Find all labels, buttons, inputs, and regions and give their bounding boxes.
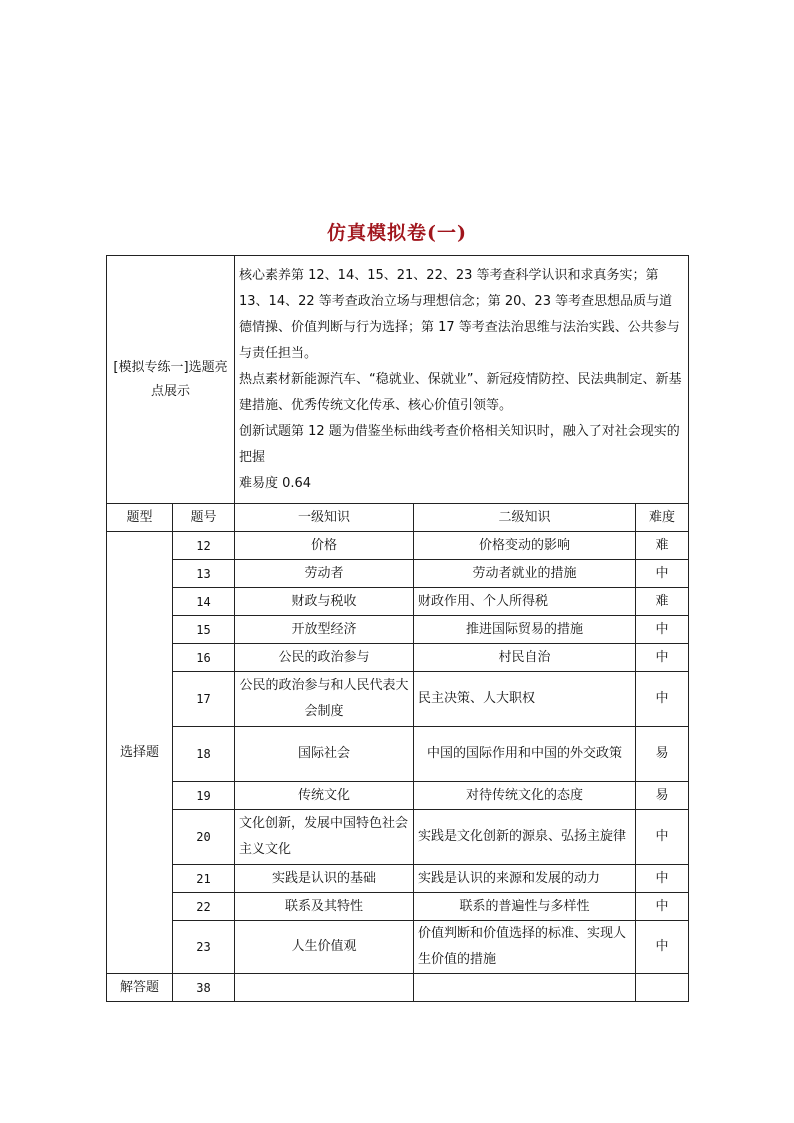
difficulty-level: 难 [636,588,689,616]
header-number: 题号 [173,504,235,532]
table-row [107,727,689,782]
innovation-text: 创新试题第 12 题为借鉴坐标曲线考查价格相关知识时，融入了对社会现实的把握 [239,423,680,465]
second-knowledge-empty [414,974,636,1002]
table-row [107,672,689,727]
second-knowledge: 实践是文化创新的源泉、弘扬主旋律 [414,810,636,865]
difficulty-level: 中 [636,560,689,588]
question-number: 19 [173,782,235,810]
question-number: 17 [173,672,235,727]
question-number: 12 [173,532,235,560]
first-knowledge: 公民的政治参与 [235,644,414,672]
second-knowledge: 村民自治 [414,644,636,672]
first-knowledge: 文化创新，发展中国特色社会主义文化 [235,810,414,865]
second-knowledge: 对待传统文化的态度 [414,782,636,810]
table-row [107,644,689,672]
question-number: 13 [173,560,235,588]
question-number: 14 [173,588,235,616]
difficulty-level: 易 [636,727,689,782]
second-knowledge: 价格变动的影响 [414,532,636,560]
second-knowledge: 实践是认识的来源和发展的动力 [414,865,636,893]
difficulty-level: 中 [636,810,689,865]
difficulty-level: 中 [636,644,689,672]
table-header-row [107,504,689,532]
table-row [107,616,689,644]
table-row [107,921,689,974]
table-row [107,782,689,810]
difficulty-level: 中 [636,865,689,893]
difficulty-level: 中 [636,672,689,727]
first-knowledge-empty [235,974,414,1002]
second-knowledge: 财政作用、个人所得税 [414,588,636,616]
table-row [107,588,689,616]
question-number: 22 [173,893,235,921]
highlight-label: [模拟专练一]选题亮点展示 [107,256,235,504]
second-knowledge: 推进国际贸易的措施 [414,616,636,644]
highlight-content [235,256,689,504]
difficulty-level: 中 [636,616,689,644]
first-knowledge: 开放型经济 [235,616,414,644]
first-knowledge: 公民的政治参与和人民代表大会制度 [235,672,414,727]
difficulty-level: 易 [636,782,689,810]
question-number: 20 [173,810,235,865]
question-number: 18 [173,727,235,782]
table-row [107,560,689,588]
first-knowledge: 传统文化 [235,782,414,810]
document-title: 仿真模拟卷(一) [327,222,467,244]
question-number: 23 [173,921,235,974]
table-row [107,810,689,865]
first-knowledge: 劳动者 [235,560,414,588]
second-knowledge: 价值判断和价值选择的标准、实现人生价值的措施 [414,921,636,974]
second-knowledge: 民主决策、人大职权 [414,672,636,727]
core-literacy-text: 核心素养第 12、14、15、21、22、23 等考查科学认识和求真务实；第 13、14、22 等考查政治立场与理想信念；第 20、23 等考查思想品质与道德情操、价值判断与行为选择；第 17 等考查法治思维与法治实践、公共参与与责任担当。 [239,267,680,361]
difficulty-level: 中 [636,921,689,974]
answer-row [107,974,689,1002]
question-number: 21 [173,865,235,893]
first-knowledge: 价格 [235,532,414,560]
question-number: 38 [173,974,235,1002]
second-knowledge: 劳动者就业的措施 [414,560,636,588]
question-number: 15 [173,616,235,644]
first-knowledge: 国际社会 [235,727,414,782]
highlight-row [107,256,689,504]
header-type: 题型 [107,504,173,532]
first-knowledge: 联系及其特性 [235,893,414,921]
question-analysis-table [106,255,689,1002]
second-knowledge: 联系的普遍性与多样性 [414,893,636,921]
difficulty-level: 难 [636,532,689,560]
table-row [107,865,689,893]
table-row [107,532,689,560]
header-difficulty: 难度 [636,504,689,532]
header-second-knowledge: 二级知识 [414,504,636,532]
answer-type-label: 解答题 [107,974,173,1002]
difficulty-level: 中 [636,893,689,921]
difficulty-empty [636,974,689,1002]
first-knowledge: 财政与税收 [235,588,414,616]
hot-material-text: 热点素材新能源汽车、“稳就业、保就业”、新冠疫情防控、民法典制定、新基建措施、优秀传统文化传承、核心价值引领等。 [239,371,682,413]
first-knowledge: 人生价值观 [235,921,414,974]
table-row [107,893,689,921]
second-knowledge: 中国的国际作用和中国的外交政策 [414,727,636,782]
choice-group-label: 选择题 [107,532,173,974]
question-number: 16 [173,644,235,672]
header-first-knowledge: 一级知识 [235,504,414,532]
difficulty-text: 难易度 0.64 [239,475,312,491]
first-knowledge: 实践是认识的基础 [235,865,414,893]
